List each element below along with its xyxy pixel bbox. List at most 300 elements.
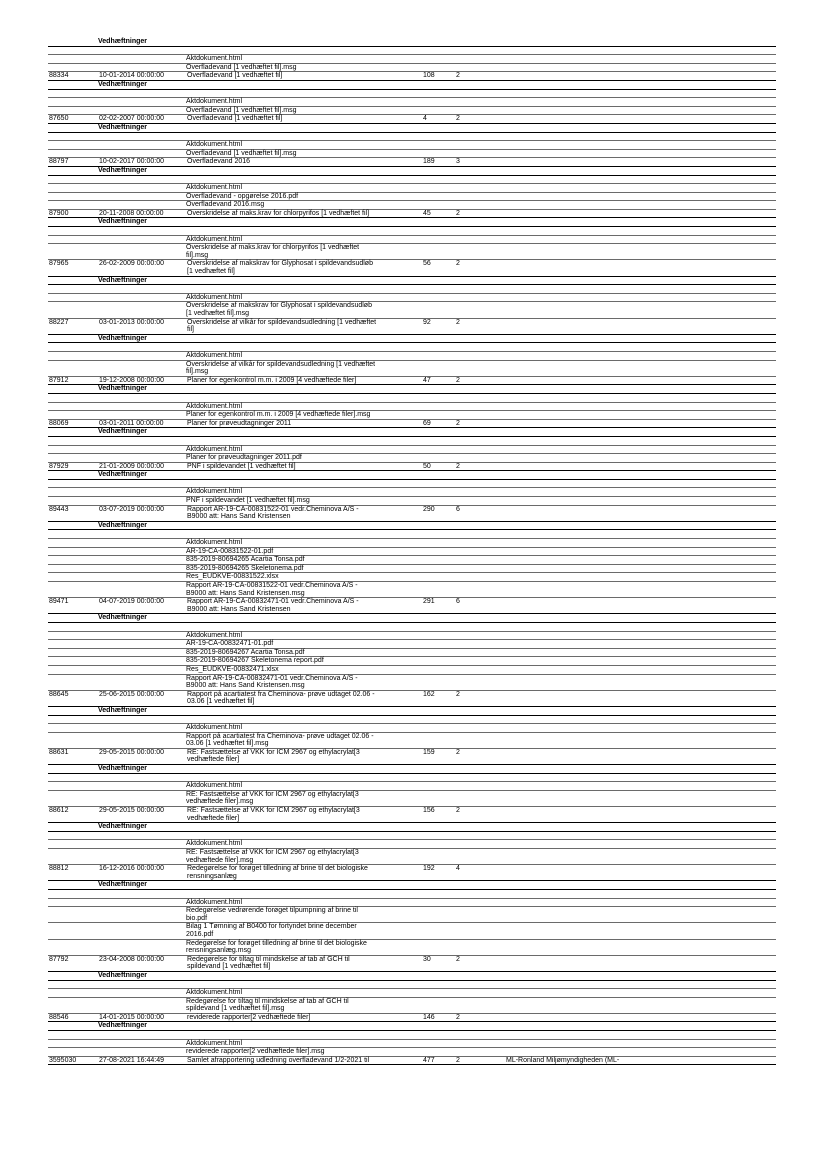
record-id: 88631	[49, 748, 69, 756]
blank-row	[48, 47, 776, 56]
indent	[48, 765, 98, 773]
attachment-file: Overfladevand [1 vedhæftet fil].msg	[186, 106, 297, 114]
indent	[48, 1022, 98, 1030]
indent	[48, 352, 186, 360]
attachment-row	[48, 361, 776, 377]
attachment-row	[48, 989, 776, 998]
blank-row	[48, 343, 776, 352]
blank-row	[48, 716, 776, 725]
record-pages: 290	[423, 505, 435, 513]
record-attachment-count: 2	[456, 376, 460, 384]
attachments-header-row	[48, 218, 776, 227]
indent	[48, 548, 186, 556]
attachment-row	[48, 107, 776, 116]
attachment-file: Aktdokument.html	[186, 402, 243, 410]
indent	[48, 446, 186, 454]
document-table	[48, 38, 776, 1065]
blank-row	[48, 890, 776, 899]
attachment-row	[48, 539, 776, 548]
record-id: 88227	[49, 318, 69, 326]
attachment-file: Aktdokument.html	[186, 293, 243, 301]
record-id: 87650	[49, 115, 69, 123]
attachment-file: Aktdokument.html	[186, 898, 243, 906]
indent	[48, 733, 186, 748]
indent	[48, 840, 186, 848]
attachments-header-row	[48, 277, 776, 286]
attachment-file: Redegørelse for forøget tilledning af brine til det biologiske rensningsanlæg.msg	[186, 939, 367, 955]
record-attachment-count: 6	[456, 505, 460, 513]
attachments-header: Vedhæftninger	[98, 823, 148, 831]
record-id: 88069	[49, 419, 69, 427]
indent	[48, 823, 98, 831]
attachments-header: Vedhæftninger	[98, 971, 148, 979]
attachment-row	[48, 724, 776, 733]
record-organisation	[506, 115, 776, 123]
indent	[48, 184, 186, 192]
attachments-header: Vedhæftninger	[98, 218, 148, 226]
record-date: 02-02-2007 00:00:00	[99, 115, 164, 123]
record-date: 14-01-2015 00:00:00	[99, 1013, 164, 1021]
attachment-file: Aktdokument.html	[186, 631, 243, 639]
record-date: 26-02-2009 00:00:00	[99, 260, 164, 268]
attachment-file: 835-2019-80694267 Skeletonema report.pdf	[186, 657, 324, 665]
record-id: 88546	[49, 1013, 69, 1021]
attachments-header-row	[48, 167, 776, 176]
record-pages: 69	[423, 419, 431, 427]
blank-row	[48, 285, 776, 294]
record-organisation	[506, 463, 776, 471]
attachment-file: Aktdokument.html	[186, 141, 243, 149]
attachment-file: Overfladevand - opgørelse 2016.pdf	[186, 192, 299, 200]
record-date: 04-07-2019 00:00:00	[99, 598, 164, 606]
indent	[48, 471, 98, 479]
attachment-file: Redegørelse for tiltag til mindskelse af tab af GCH til spildevand [1 vedhæftet fil].msg	[186, 997, 349, 1013]
record-id: 87792	[49, 955, 69, 963]
attachment-row	[48, 548, 776, 557]
attachments-header-row	[48, 471, 776, 480]
blank-row	[48, 437, 776, 446]
record-title: Overskridelse af vilkår for spildevandsudledning [1 vedhæftet fil]	[187, 318, 377, 334]
record-title: PNF i spildevandet [1 vedhæftet fil]	[187, 462, 296, 470]
record-attachment-count: 2	[456, 72, 460, 80]
record-title: Planer for egenkontrol m.m. i 2009 [4 vedhæftede filer]	[187, 376, 357, 384]
attachments-header-row	[48, 385, 776, 394]
attachment-row	[48, 675, 776, 691]
attachments-header-row	[48, 38, 776, 47]
record-pages: 291	[423, 598, 435, 606]
attachment-file: reviderede rapporter[2 vedhæftede filer].msg	[186, 1048, 325, 1056]
record-row	[48, 463, 776, 472]
indent	[48, 556, 186, 564]
indent	[48, 640, 186, 648]
indent	[48, 244, 186, 259]
record-pages: 47	[423, 376, 431, 384]
attachment-file: RE: Fastsættelse af VKK for ICM 2967 og ethylacrylat[3 vedhæftede filer].msg	[186, 790, 359, 806]
record-row	[48, 115, 776, 124]
record-row	[48, 319, 776, 335]
record-organisation	[506, 72, 776, 80]
record-attachment-count: 2	[456, 209, 460, 217]
record-id: 89443	[49, 505, 69, 513]
record-pages: 159	[423, 748, 435, 756]
attachment-row	[48, 791, 776, 807]
record-id: 88812	[49, 865, 69, 873]
indent	[48, 907, 186, 922]
record-date: 03-07-2019 00:00:00	[99, 505, 164, 513]
attachment-row	[48, 352, 776, 361]
indent	[48, 454, 186, 462]
indent	[48, 899, 186, 907]
attachments-header: Vedhæftninger	[98, 166, 148, 174]
attachments-header: Vedhæftninger	[98, 521, 148, 529]
blank-row	[48, 480, 776, 489]
attachments-header: Vedhæftninger	[98, 1022, 148, 1030]
attachments-header-row	[48, 335, 776, 344]
record-pages: 192	[423, 865, 435, 873]
record-title: Overfladevand 2016	[187, 158, 251, 166]
record-pages: 92	[423, 318, 431, 326]
record-attachment-count: 6	[456, 598, 460, 606]
attachment-file: Aktdokument.html	[186, 184, 243, 192]
attachment-row	[48, 150, 776, 159]
record-id: 88334	[49, 72, 69, 80]
indent	[48, 294, 186, 302]
record-attachment-count: 2	[456, 1056, 460, 1064]
record-pages: 56	[423, 260, 431, 268]
attachment-file: PNF i spildevandet [1 vedhæftet fil].msg	[186, 497, 310, 505]
record-date: 10-01-2014 00:00:00	[99, 72, 164, 80]
attachment-file: Overfladevand [1 vedhæftet fil].msg	[186, 149, 297, 157]
indent	[48, 881, 98, 889]
record-row	[48, 956, 776, 972]
record-date: 03-01-2013 00:00:00	[99, 318, 164, 326]
indent	[48, 849, 186, 864]
record-date: 29-05-2015 00:00:00	[99, 748, 164, 756]
attachment-file: Overfladevand [1 vedhæftet fil].msg	[186, 63, 297, 71]
indent	[48, 361, 186, 376]
indent	[48, 64, 186, 72]
attachment-file: Redegørelse vedrørende forøget tilpumpning af brine til bio.pdf	[186, 907, 358, 922]
attachments-header-row	[48, 707, 776, 716]
indent	[48, 201, 186, 209]
record-id: 3595030	[49, 1056, 77, 1064]
attachment-file: Aktdokument.html	[186, 55, 243, 63]
record-title: Overfladevand [1 vedhæftet fil]	[187, 115, 283, 123]
attachment-row	[48, 488, 776, 497]
indent	[48, 791, 186, 806]
indent	[48, 428, 98, 436]
record-row	[48, 1057, 776, 1066]
indent	[48, 335, 98, 343]
blank-row	[48, 623, 776, 632]
indent	[48, 403, 186, 411]
record-id: 87929	[49, 462, 69, 470]
record-date: 19-12-2008 00:00:00	[99, 376, 164, 384]
attachment-row	[48, 899, 776, 908]
record-row	[48, 260, 776, 276]
record-title: Rapport AR-19-CA-00831522-01 vedr.Cheminova A/S - B9000 att: Hans Sand Kristensen	[187, 505, 359, 521]
record-date: 21-01-2009 00:00:00	[99, 462, 164, 470]
attachments-header: Vedhæftninger	[98, 428, 148, 436]
record-date: 20-11-2008 00:00:00	[99, 209, 164, 217]
attachment-file: 835-2019-80694267 Acartia Tonsa.pdf	[186, 648, 305, 656]
indent	[48, 989, 186, 997]
indent	[48, 724, 186, 732]
record-attachment-count: 2	[456, 419, 460, 427]
attachment-row	[48, 193, 776, 202]
attachment-row	[48, 302, 776, 318]
attachment-file: Aktdokument.html	[186, 989, 243, 997]
attachment-row	[48, 840, 776, 849]
indent	[48, 497, 186, 505]
indent	[48, 218, 98, 226]
blank-row	[48, 530, 776, 539]
attachment-file: Aktdokument.html	[186, 445, 243, 453]
blank-row	[48, 90, 776, 99]
indent	[48, 707, 98, 715]
attachment-row	[48, 64, 776, 73]
attachments-header: Vedhæftninger	[98, 276, 148, 284]
record-organisation	[506, 319, 776, 334]
indent	[48, 675, 186, 690]
attachment-row	[48, 573, 776, 582]
attachments-header: Vedhæftninger	[98, 471, 148, 479]
record-title: RE: Fastsættelse af VKK for ICM 2967 og ethylacrylat[3 vedhæftede filer]	[187, 807, 360, 822]
attachment-file: AR-19-CA-00832471-01.pdf	[186, 640, 274, 648]
record-organisation	[506, 260, 776, 275]
record-id: 88645	[49, 690, 69, 698]
record-id: 89471	[49, 598, 69, 606]
record-attachment-count: 2	[456, 260, 460, 268]
record-id: 87912	[49, 376, 69, 384]
record-attachment-count: 2	[456, 115, 460, 123]
record-title: Overskridelse af maks.krav for chlorpyrifos [1 vedhæftet fil]	[187, 209, 370, 217]
attachments-header: Vedhæftninger	[98, 385, 148, 393]
record-pages: 4	[423, 115, 427, 123]
record-organisation	[506, 1014, 776, 1022]
record-id: 87965	[49, 260, 69, 268]
record-title: Redegørelse for tiltag til mindskelse af tab af GCH til spildevand [1 vedhæftet fil]	[187, 955, 350, 971]
record-attachment-count: 2	[456, 318, 460, 326]
attachment-row	[48, 1048, 776, 1057]
attachment-file: Aktdokument.html	[186, 98, 243, 106]
attachments-header-row	[48, 765, 776, 774]
attachments-header: Vedhæftninger	[98, 706, 148, 714]
record-organisation	[506, 210, 776, 218]
indent	[48, 657, 186, 665]
record-organisation	[506, 158, 776, 166]
attachment-row	[48, 849, 776, 865]
record-title: Samlet afrapportering udledning overfladevand 1/2-2021 til	[187, 1056, 370, 1064]
attachment-row	[48, 1040, 776, 1049]
record-row	[48, 1014, 776, 1023]
attachment-file: Aktdokument.html	[186, 782, 243, 790]
blank-row	[48, 774, 776, 783]
attachment-file: Aktdokument.html	[186, 488, 243, 496]
attachments-header-row	[48, 972, 776, 981]
attachments-header-row	[48, 428, 776, 437]
record-pages: 146	[423, 1013, 435, 1021]
attachment-file: Res_EUDKVE-00832471.xlsx	[186, 665, 279, 673]
record-row	[48, 506, 776, 522]
record-row	[48, 158, 776, 167]
record-title: Redegørelse for forøget tilledning af brine til det biologiske rensningsanlæg	[187, 865, 368, 880]
indent	[48, 150, 186, 158]
indent	[48, 649, 186, 657]
indent	[48, 107, 186, 115]
record-organisation: ML-Ronland Miljømyndigheden (ML-	[506, 1056, 620, 1064]
attachment-row	[48, 940, 776, 956]
attachment-file: Bilag 1 Tømning af B0400 for fortyndet brine december 2016.pdf	[186, 923, 357, 938]
record-row	[48, 72, 776, 81]
indent	[48, 923, 186, 938]
record-pages: 30	[423, 955, 431, 963]
indent	[48, 38, 98, 46]
attachment-file: Planer for prøveudtagninger 2011.pdf	[186, 454, 302, 462]
record-title: Planer for prøveudtagninger 2011	[187, 419, 292, 427]
indent	[48, 411, 186, 419]
attachments-header-row	[48, 124, 776, 133]
record-title: Overfladevand [1 vedhæftet fil]	[187, 72, 283, 80]
indent	[48, 167, 98, 175]
attachment-row	[48, 556, 776, 565]
blank-row	[48, 133, 776, 142]
attachment-file: Overskridelse af vilkår for spildevandsudledning [1 vedhæftet fil].msg	[186, 360, 376, 376]
record-pages: 156	[423, 807, 435, 815]
record-attachment-count: 2	[456, 748, 460, 756]
attachment-row	[48, 454, 776, 463]
record-date: 25-06-2015 00:00:00	[99, 690, 164, 698]
indent	[48, 488, 186, 496]
record-row	[48, 420, 776, 429]
attachment-file: Res_EUDKVE-00831522.xlsx	[186, 573, 279, 581]
blank-row	[48, 832, 776, 841]
indent	[48, 573, 186, 581]
indent	[48, 582, 186, 597]
attachment-file: 835-2019-80694265 Skeletonema.pdf	[186, 564, 304, 572]
record-row	[48, 691, 776, 707]
record-pages: 477	[423, 1056, 435, 1064]
attachment-file: Aktdokument.html	[186, 724, 243, 732]
attachment-row	[48, 640, 776, 649]
attachment-row	[48, 657, 776, 666]
attachments-header-row	[48, 1022, 776, 1031]
indent	[48, 98, 186, 106]
attachment-row	[48, 497, 776, 506]
attachment-row	[48, 141, 776, 150]
attachment-row	[48, 201, 776, 210]
indent	[48, 55, 186, 63]
attachment-row	[48, 236, 776, 245]
record-id: 88612	[49, 807, 69, 815]
attachment-row	[48, 666, 776, 675]
record-pages: 189	[423, 158, 435, 166]
attachment-file: Aktdokument.html	[186, 840, 243, 848]
attachment-row	[48, 998, 776, 1014]
attachments-header-row	[48, 614, 776, 623]
record-date: 29-05-2015 00:00:00	[99, 807, 164, 815]
blank-row	[48, 981, 776, 990]
attachments-header-row	[48, 522, 776, 531]
record-row	[48, 210, 776, 219]
record-id: 88797	[49, 158, 69, 166]
record-organisation	[506, 598, 776, 613]
indent	[48, 193, 186, 201]
record-organisation	[506, 956, 776, 971]
record-organisation	[506, 420, 776, 428]
attachment-row	[48, 582, 776, 598]
record-organisation	[506, 865, 776, 880]
record-attachment-count: 2	[456, 807, 460, 815]
indent	[48, 565, 186, 573]
indent	[48, 666, 186, 674]
record-attachment-count: 2	[456, 955, 460, 963]
attachment-row	[48, 98, 776, 107]
record-date: 03-01-2011 00:00:00	[99, 419, 164, 427]
attachments-header: Vedhæftninger	[98, 881, 148, 889]
attachment-row	[48, 55, 776, 64]
indent	[48, 972, 98, 980]
attachment-row	[48, 649, 776, 658]
record-attachment-count: 3	[456, 158, 460, 166]
indent	[48, 277, 98, 285]
record-title: RE: Fastsættelse af VKK for ICM 2967 og ethylacrylat[3 vedhæftede filer]	[187, 748, 360, 764]
indent	[48, 236, 186, 244]
attachment-row	[48, 184, 776, 193]
attachment-row	[48, 446, 776, 455]
indent	[48, 81, 98, 89]
record-attachment-count: 4	[456, 865, 460, 873]
indent	[48, 385, 98, 393]
indent	[48, 522, 98, 530]
attachment-file: Overskridelse af maks.krav for chlorpyrifos [1 vedhæftet fil].msg	[186, 244, 360, 259]
indent	[48, 1048, 186, 1056]
attachment-row	[48, 244, 776, 260]
attachment-file: Rapport AR-19-CA-00832471-01 vedr.Cheminova A/S - B9000 att: Hans Sand Kristensen.msg	[186, 674, 358, 690]
record-date: 10-02-2017 00:00:00	[99, 158, 164, 166]
indent	[48, 614, 98, 622]
attachments-header: Vedhæftninger	[98, 80, 148, 88]
attachments-header: Vedhæftninger	[98, 765, 148, 773]
attachment-row	[48, 565, 776, 574]
attachments-header: Vedhæftninger	[98, 334, 148, 342]
indent	[48, 124, 98, 132]
attachment-row	[48, 733, 776, 749]
record-pages: 108	[423, 72, 435, 80]
record-title: reviderede rapporter[2 vedhæftede filer]	[187, 1013, 311, 1021]
attachment-file: Rapport AR-19-CA-00831522-01 vedr.Cheminova A/S - B9000 att: Hans Sand Kristensen.msg	[186, 582, 358, 597]
attachments-header: Vedhæftninger	[98, 38, 148, 45]
blank-row	[48, 394, 776, 403]
record-attachment-count: 2	[456, 690, 460, 698]
blank-row	[48, 1031, 776, 1040]
record-pages: 50	[423, 462, 431, 470]
attachment-file: Rapport på acartiatest fra Cheminova- prøve udtaget 02.06 - 03.06 [1 vedhæftet fil].msg	[186, 732, 374, 748]
record-pages: 45	[423, 209, 431, 217]
attachments-header-row	[48, 881, 776, 890]
attachment-row	[48, 782, 776, 791]
record-organisation	[506, 691, 776, 706]
attachment-row	[48, 632, 776, 641]
record-row	[48, 807, 776, 823]
attachment-file: AR-19-CA-00831522-01.pdf	[186, 547, 274, 555]
record-pages: 162	[423, 690, 435, 698]
attachment-file: Aktdokument.html	[186, 1039, 243, 1047]
record-date: 16-12-2016 00:00:00	[99, 865, 164, 873]
attachment-file: 835-2019-80694265 Acartia Tonsa.pdf	[186, 556, 305, 564]
indent	[48, 632, 186, 640]
attachment-file: Planer for egenkontrol m.m. i 2009 [4 vedhæftede filer].msg	[186, 411, 371, 419]
